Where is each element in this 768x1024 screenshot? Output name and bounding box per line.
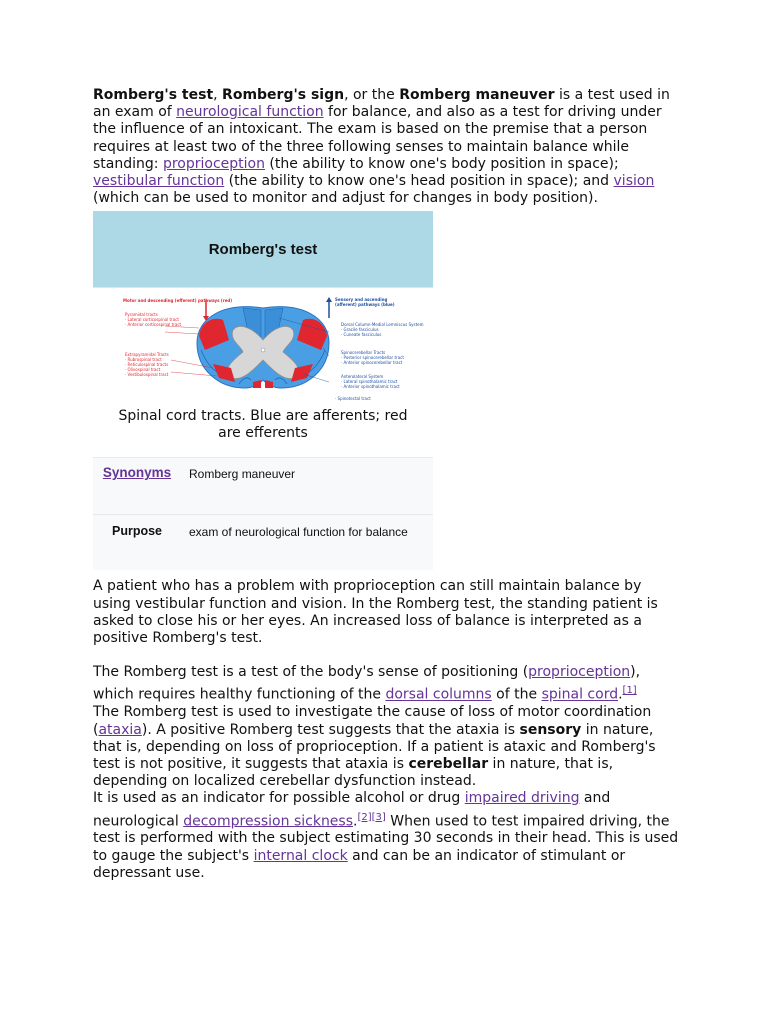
diagram-right-item: Spinocerebellar Tracts xyxy=(341,350,386,356)
text: in nature, that is, depending on loss of proprioception. If a patient is ataxic and Romberg's test is not positive, it suggests that ataxia is xyxy=(93,721,656,772)
diagram-left-item: · Olivospinal tract xyxy=(125,367,161,373)
link-decompression-sickness[interactable]: decompression sickness xyxy=(183,813,354,830)
reference-1[interactable]: [1] xyxy=(622,685,637,697)
infobox-row-synonyms xyxy=(93,457,433,514)
text: , or the xyxy=(344,87,400,103)
diagram-right-item: · Spinotectal tract xyxy=(335,396,371,402)
text: When used to test impaired driving, the test is performed with the subject estimating 30 seconds in their head. This is used to gauge the subject's xyxy=(93,813,679,864)
purpose-value: exam of neurological function for balance xyxy=(189,525,408,540)
link-impaired-driving[interactable]: impaired driving xyxy=(464,790,580,807)
text: ). A positive Romberg test suggests that the ataxia is xyxy=(141,721,520,738)
diagram-left-item: Extrapyramidal Tracts xyxy=(125,352,169,358)
diagram-right-item: · Lateral spinothalamic tract xyxy=(341,379,398,385)
diagram-left-item: · Reticulospinal tracts xyxy=(125,362,169,368)
link-dorsal-columns[interactable]: dorsal columns xyxy=(385,687,492,704)
diagram-right-item: · Anterior spinocerebellar tract xyxy=(341,360,403,366)
text: is a test used in an exam of xyxy=(93,87,670,121)
text: . xyxy=(618,687,623,704)
text: (the ability to know one's head position in space); and xyxy=(224,173,614,190)
synonyms-value: Romberg maneuver xyxy=(189,467,296,482)
infobox-header xyxy=(93,211,433,287)
infobox-row-purpose xyxy=(93,514,433,570)
infobox-caption: Spinal cord tracts. Blue are afferents; red are efferents xyxy=(93,406,433,457)
diagram-left-item: · Rubrospinal tract xyxy=(125,357,162,363)
term-sensory: sensory xyxy=(519,721,582,738)
diagram-left-title: Motor and descending (efferent) pathways (red) xyxy=(123,298,233,304)
reference-3[interactable]: [3] xyxy=(371,811,386,823)
diagram-right-item: · Gracile fasciculus xyxy=(341,327,379,333)
intro-paragraph xyxy=(93,87,683,207)
purpose-label: Purpose xyxy=(111,524,162,539)
text: It is used as an indicator for possible alcohol or drug xyxy=(93,790,465,807)
link-proprioception[interactable]: proprioception xyxy=(162,155,265,172)
synonyms-link[interactable]: Synonyms xyxy=(102,465,172,481)
link-proprioception[interactable]: proprioception xyxy=(528,664,631,681)
link-neurological-function[interactable]: neurological function xyxy=(176,104,324,121)
synonyms-label xyxy=(93,458,181,514)
term-romberg-maneuver: Romberg maneuver xyxy=(399,87,555,103)
diagram-right-item: Anterolateral System xyxy=(341,374,384,380)
text: for balance, and also as a test for driving under the influence of an intoxicant. The exam is based on the premise that a person requires at least two of the three following senses to maintain balance while standing: xyxy=(93,104,662,172)
link-spinal-cord[interactable]: spinal cord xyxy=(541,687,619,704)
text: (the ability to know one's body position in space); xyxy=(264,155,619,172)
diagram-right-item: · Posterior spinocerebellar tract xyxy=(341,355,404,361)
text: ), which requires healthy functioning of the xyxy=(93,664,641,704)
text: . xyxy=(353,813,358,830)
link-vestibular-function[interactable]: vestibular function xyxy=(93,173,225,190)
text: in nature, that is, depending on localized cerebellar dysfunction instead. xyxy=(93,755,614,790)
paragraph-driving xyxy=(93,790,683,882)
text: The Romberg test is a test of the body's sense of positioning ( xyxy=(93,664,529,681)
text: , xyxy=(213,87,223,103)
text: (which can be used to monitor and adjust for changes in body position). xyxy=(93,190,598,207)
diagram-right-title: Sensory and ascending (afferent) pathways (blue) xyxy=(335,297,395,308)
diagram-left-item: Pyramidal tracts xyxy=(125,312,158,318)
text: of the xyxy=(491,687,542,704)
paragraph-ataxia xyxy=(93,704,683,790)
article-body xyxy=(93,87,683,882)
text: and neurological xyxy=(93,790,611,830)
spinal-cord-diagram xyxy=(93,287,433,406)
link-internal-clock[interactable]: internal clock xyxy=(253,847,348,864)
text: and can be an indicator of stimulant or depressant use. xyxy=(93,847,626,881)
link-ataxia[interactable]: ataxia xyxy=(98,721,142,738)
diagram-left-item: · Anterior corticospinal tract xyxy=(125,322,182,328)
term-rombergs-sign: Romberg's sign xyxy=(222,87,345,103)
diagram-left-item: · Lateral corticospinal tract xyxy=(125,317,179,323)
text: The Romberg test is used to investigate the cause of loss of motor coordination ( xyxy=(93,704,652,738)
reference-2[interactable]: [2] xyxy=(357,811,372,823)
diagram-right-item: Dorsal Column-Medial Lemniscus System xyxy=(341,322,424,328)
diagram-right-item: · Cuneate fasciculus xyxy=(341,332,382,338)
infobox-title: Romberg's test xyxy=(208,240,318,258)
paragraph-positioning xyxy=(93,664,683,704)
infobox xyxy=(93,211,433,570)
paragraph-patient: A patient who has a problem with proprioception can still maintain balance by using vestibular function and vision. In the Romberg test, the standing patient is asked to close his or her eyes. An increased loss of balance is interpreted as a positive Romberg's test. xyxy=(93,578,658,647)
link-vision[interactable]: vision xyxy=(613,173,655,190)
paragraph-gap xyxy=(93,647,683,664)
diagram-left-item: · Vestibulospinal tract xyxy=(125,372,169,378)
term-cerebellar: cerebellar xyxy=(408,755,489,772)
diagram-right-item: · Anterior spinothalamic tract xyxy=(341,384,400,390)
term-rombergs-test: Romberg's test xyxy=(93,87,214,103)
